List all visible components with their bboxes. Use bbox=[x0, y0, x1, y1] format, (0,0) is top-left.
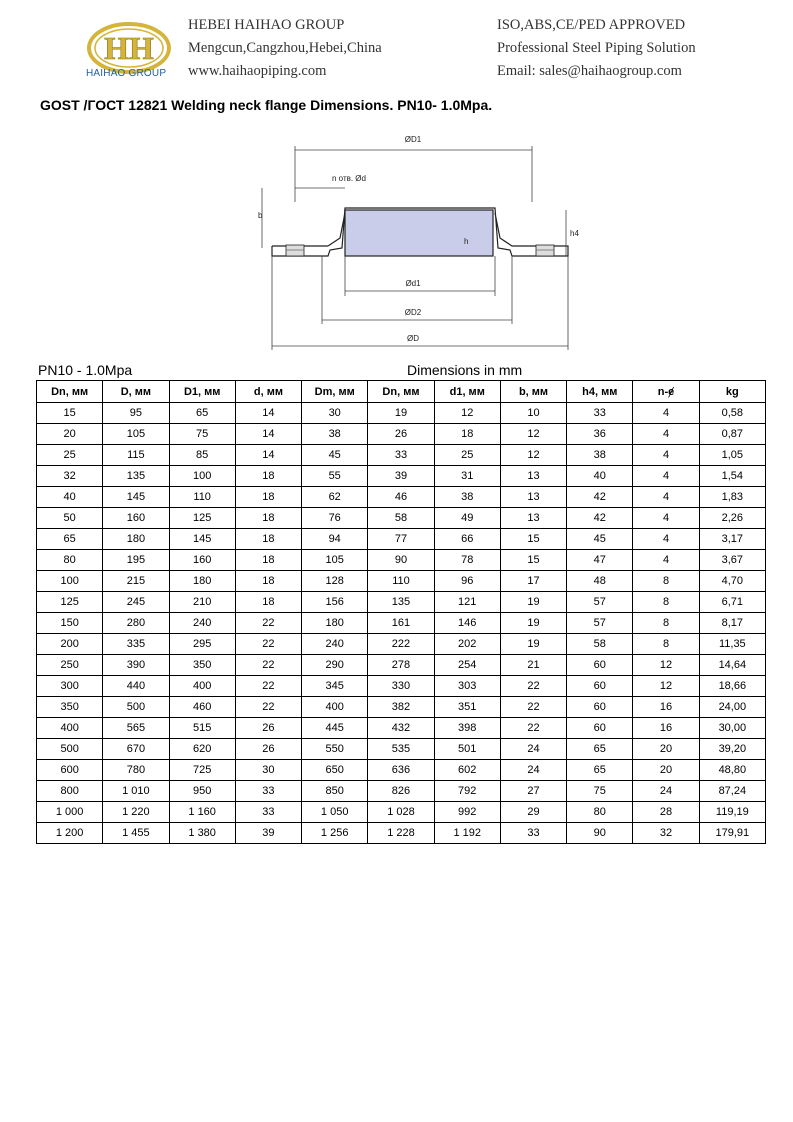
table-cell: 26 bbox=[368, 424, 434, 445]
table-cell: 160 bbox=[103, 508, 169, 529]
table-cell: 780 bbox=[103, 760, 169, 781]
table-cell: 1 028 bbox=[368, 802, 434, 823]
table-cell: 30 bbox=[235, 760, 301, 781]
table-cell: 46 bbox=[368, 487, 434, 508]
table-cell: 4 bbox=[633, 466, 699, 487]
table-row bbox=[37, 781, 766, 802]
table-cell: 42 bbox=[567, 508, 633, 529]
table-cell: 295 bbox=[169, 634, 235, 655]
table-cell: 400 bbox=[302, 697, 368, 718]
col-header: n-ɇ bbox=[633, 381, 699, 403]
table-cell: 14,64 bbox=[699, 655, 765, 676]
table-cell: 135 bbox=[368, 592, 434, 613]
table-cell: 22 bbox=[235, 697, 301, 718]
table-cell: 45 bbox=[302, 445, 368, 466]
table-cell: 1,54 bbox=[699, 466, 765, 487]
table-cell: 48 bbox=[567, 571, 633, 592]
table-cell: 19 bbox=[368, 403, 434, 424]
table-row bbox=[37, 445, 766, 466]
table-cell: 60 bbox=[567, 697, 633, 718]
table-cell: 1 050 bbox=[302, 802, 368, 823]
table-row bbox=[37, 655, 766, 676]
company-info bbox=[188, 14, 382, 83]
table-cell: 345 bbox=[302, 676, 368, 697]
email: Email: sales@haihaogroup.com bbox=[497, 63, 682, 79]
table-cell: 650 bbox=[302, 760, 368, 781]
table-cell: 48,80 bbox=[699, 760, 765, 781]
table-cell: 620 bbox=[169, 739, 235, 760]
table-cell: 14 bbox=[235, 403, 301, 424]
table-cell: 8,17 bbox=[699, 613, 765, 634]
col-header: Dn, мм bbox=[37, 381, 103, 403]
table-cell: 1 220 bbox=[103, 802, 169, 823]
page-header bbox=[0, 0, 793, 90]
col-header: h4, мм bbox=[567, 381, 633, 403]
table-cell: 0,58 bbox=[699, 403, 765, 424]
table-cell: 150 bbox=[37, 613, 103, 634]
table-cell: 13 bbox=[500, 487, 566, 508]
table-cell: 1 256 bbox=[302, 823, 368, 844]
table-cell: 602 bbox=[434, 760, 500, 781]
label-holes: n отв. Ød bbox=[332, 174, 366, 183]
table-cell: 2,26 bbox=[699, 508, 765, 529]
table-cell: 25 bbox=[37, 445, 103, 466]
table-cell: 22 bbox=[235, 676, 301, 697]
table-cell: 850 bbox=[302, 781, 368, 802]
units-label: Dimensions in mm bbox=[407, 362, 523, 378]
table-cell: 535 bbox=[368, 739, 434, 760]
table-cell: 180 bbox=[103, 529, 169, 550]
table-cell: 432 bbox=[368, 718, 434, 739]
table-cell: 40 bbox=[37, 487, 103, 508]
table-cell: 60 bbox=[567, 718, 633, 739]
table-cell: 26 bbox=[235, 718, 301, 739]
table-cell: 350 bbox=[37, 697, 103, 718]
table-cell: 25 bbox=[434, 445, 500, 466]
company-certs bbox=[497, 14, 696, 83]
table-cell: 22 bbox=[500, 718, 566, 739]
table-cell: 33 bbox=[500, 823, 566, 844]
table-cell: 3,17 bbox=[699, 529, 765, 550]
table-cell: 39 bbox=[235, 823, 301, 844]
pressure-label: PN10 - 1.0Mpa bbox=[38, 362, 133, 378]
col-header: D1, мм bbox=[169, 381, 235, 403]
table-cell: 1 455 bbox=[103, 823, 169, 844]
table-cell: 65 bbox=[37, 529, 103, 550]
table-cell: 119,19 bbox=[699, 802, 765, 823]
table-cell: 1 010 bbox=[103, 781, 169, 802]
table-cell: 75 bbox=[567, 781, 633, 802]
label-h: h bbox=[464, 237, 469, 246]
table-cell: 33 bbox=[368, 445, 434, 466]
table-cell: 290 bbox=[302, 655, 368, 676]
table-cell: 0,87 bbox=[699, 424, 765, 445]
table-cell: 11,35 bbox=[699, 634, 765, 655]
table-cell: 670 bbox=[103, 739, 169, 760]
table-cell: 31 bbox=[434, 466, 500, 487]
approvals: ISO,ABS,CE/PED APPROVED bbox=[497, 17, 686, 33]
table-cell: 38 bbox=[434, 487, 500, 508]
table-cell: 210 bbox=[169, 592, 235, 613]
table-header-row bbox=[37, 381, 766, 403]
table-cell: 398 bbox=[434, 718, 500, 739]
table-cell: 24,00 bbox=[699, 697, 765, 718]
table-cell: 18 bbox=[235, 550, 301, 571]
table-cell: 22 bbox=[235, 655, 301, 676]
table-cell: 110 bbox=[368, 571, 434, 592]
table-cell: 87,24 bbox=[699, 781, 765, 802]
dimensions-table bbox=[36, 380, 766, 844]
table-cell: 636 bbox=[368, 760, 434, 781]
table-cell: 18 bbox=[235, 466, 301, 487]
table-cell: 156 bbox=[302, 592, 368, 613]
table-cell: 950 bbox=[169, 781, 235, 802]
table-cell: 8 bbox=[633, 571, 699, 592]
table-cell: 240 bbox=[169, 613, 235, 634]
table-cell: 500 bbox=[103, 697, 169, 718]
table-cell: 95 bbox=[103, 403, 169, 424]
table-row bbox=[37, 487, 766, 508]
table-row bbox=[37, 613, 766, 634]
table-cell: 12 bbox=[500, 445, 566, 466]
table-cell: 15 bbox=[500, 550, 566, 571]
table-row bbox=[37, 571, 766, 592]
table-cell: 15 bbox=[500, 529, 566, 550]
table-cell: 8 bbox=[633, 592, 699, 613]
table-row bbox=[37, 508, 766, 529]
table-cell: 42 bbox=[567, 487, 633, 508]
table-cell: 3,67 bbox=[699, 550, 765, 571]
table-cell: 24 bbox=[633, 781, 699, 802]
table-cell: 826 bbox=[368, 781, 434, 802]
table-cell: 115 bbox=[103, 445, 169, 466]
table-cell: 36 bbox=[567, 424, 633, 445]
col-header: Dm, мм bbox=[302, 381, 368, 403]
table-cell: 161 bbox=[368, 613, 434, 634]
table-cell: 600 bbox=[37, 760, 103, 781]
table-cell: 382 bbox=[368, 697, 434, 718]
table-cell: 278 bbox=[368, 655, 434, 676]
table-cell: 20 bbox=[633, 739, 699, 760]
table-cell: 565 bbox=[103, 718, 169, 739]
table-cell: 18 bbox=[235, 529, 301, 550]
table-cell: 800 bbox=[37, 781, 103, 802]
table-cell: 145 bbox=[169, 529, 235, 550]
col-header: d, мм bbox=[235, 381, 301, 403]
col-header: b, мм bbox=[500, 381, 566, 403]
table-cell: 66 bbox=[434, 529, 500, 550]
table-cell: 24 bbox=[500, 739, 566, 760]
col-header: kg bbox=[699, 381, 765, 403]
table-cell: 4 bbox=[633, 445, 699, 466]
table-cell: 57 bbox=[567, 592, 633, 613]
label-b: b bbox=[258, 211, 263, 220]
table-cell: 135 bbox=[103, 466, 169, 487]
table-cell: 351 bbox=[434, 697, 500, 718]
table-cell: 85 bbox=[169, 445, 235, 466]
table-cell: 330 bbox=[368, 676, 434, 697]
table-cell: 33 bbox=[567, 403, 633, 424]
table-cell: 300 bbox=[37, 676, 103, 697]
table-row bbox=[37, 550, 766, 571]
table-cell: 440 bbox=[103, 676, 169, 697]
table-cell: 10 bbox=[500, 403, 566, 424]
table-row bbox=[37, 592, 766, 613]
label-d1-bore: Ød1 bbox=[405, 279, 421, 288]
table-cell: 65 bbox=[567, 760, 633, 781]
col-header: D, мм bbox=[103, 381, 169, 403]
table-cell: 33 bbox=[235, 781, 301, 802]
table-row bbox=[37, 676, 766, 697]
table-cell: 14 bbox=[235, 445, 301, 466]
table-cell: 4 bbox=[633, 508, 699, 529]
table-cell: 77 bbox=[368, 529, 434, 550]
table-cell: 1 200 bbox=[37, 823, 103, 844]
table-cell: 65 bbox=[169, 403, 235, 424]
table-cell: 21 bbox=[500, 655, 566, 676]
table-cell: 128 bbox=[302, 571, 368, 592]
logo-letters: HH bbox=[104, 30, 154, 66]
table-row bbox=[37, 718, 766, 739]
table-row bbox=[37, 529, 766, 550]
table-cell: 4 bbox=[633, 424, 699, 445]
label-d1-outer: ØD1 bbox=[404, 135, 422, 144]
table-cell: 12 bbox=[633, 655, 699, 676]
table-cell: 460 bbox=[169, 697, 235, 718]
table-cell: 8 bbox=[633, 613, 699, 634]
table-cell: 18 bbox=[235, 508, 301, 529]
table-cell: 121 bbox=[434, 592, 500, 613]
table-cell: 6,71 bbox=[699, 592, 765, 613]
table-cell: 30,00 bbox=[699, 718, 765, 739]
table-cell: 4 bbox=[633, 550, 699, 571]
table-cell: 222 bbox=[368, 634, 434, 655]
table-cell: 202 bbox=[434, 634, 500, 655]
table-cell: 400 bbox=[37, 718, 103, 739]
table-cell: 350 bbox=[169, 655, 235, 676]
table-cell: 146 bbox=[434, 613, 500, 634]
table-cell: 8 bbox=[633, 634, 699, 655]
table-cell: 400 bbox=[169, 676, 235, 697]
table-cell: 18 bbox=[235, 592, 301, 613]
table-row bbox=[37, 466, 766, 487]
table-cell: 76 bbox=[302, 508, 368, 529]
table-body bbox=[37, 403, 766, 844]
table-cell: 390 bbox=[103, 655, 169, 676]
table-cell: 80 bbox=[37, 550, 103, 571]
table-cell: 335 bbox=[103, 634, 169, 655]
table-cell: 125 bbox=[37, 592, 103, 613]
table-cell: 145 bbox=[103, 487, 169, 508]
label-d2: ØD2 bbox=[404, 308, 422, 317]
slogan: Professional Steel Piping Solution bbox=[497, 40, 696, 56]
table-cell: 19 bbox=[500, 613, 566, 634]
table-cell: 20 bbox=[37, 424, 103, 445]
table-cell: 445 bbox=[302, 718, 368, 739]
table-cell: 19 bbox=[500, 634, 566, 655]
table-cell: 55 bbox=[302, 466, 368, 487]
table-cell: 39 bbox=[368, 466, 434, 487]
table-cell: 725 bbox=[169, 760, 235, 781]
company-address: Mengcun,Cangzhou,Hebei,China bbox=[188, 40, 382, 56]
table-cell: 78 bbox=[434, 550, 500, 571]
table-cell: 29 bbox=[500, 802, 566, 823]
table-cell: 1 228 bbox=[368, 823, 434, 844]
table-cell: 12 bbox=[434, 403, 500, 424]
company-name: HEBEI HAIHAO GROUP bbox=[188, 17, 345, 33]
table-cell: 24 bbox=[500, 760, 566, 781]
table-cell: 57 bbox=[567, 613, 633, 634]
col-header: Dn, мм bbox=[368, 381, 434, 403]
table-cell: 58 bbox=[368, 508, 434, 529]
table-cell: 4 bbox=[633, 529, 699, 550]
table-cell: 245 bbox=[103, 592, 169, 613]
table-cell: 254 bbox=[434, 655, 500, 676]
table-cell: 240 bbox=[302, 634, 368, 655]
table-cell: 49 bbox=[434, 508, 500, 529]
table-row bbox=[37, 760, 766, 781]
table-cell: 105 bbox=[103, 424, 169, 445]
table-cell: 90 bbox=[567, 823, 633, 844]
table-cell: 22 bbox=[235, 613, 301, 634]
table-cell: 45 bbox=[567, 529, 633, 550]
table-cell: 16 bbox=[633, 718, 699, 739]
table-cell: 22 bbox=[500, 676, 566, 697]
table-cell: 18 bbox=[235, 571, 301, 592]
table-cell: 303 bbox=[434, 676, 500, 697]
table-cell: 125 bbox=[169, 508, 235, 529]
table-cell: 15 bbox=[37, 403, 103, 424]
table-cell: 62 bbox=[302, 487, 368, 508]
table-cell: 20 bbox=[633, 760, 699, 781]
table-cell: 96 bbox=[434, 571, 500, 592]
table-cell: 58 bbox=[567, 634, 633, 655]
table-cell: 250 bbox=[37, 655, 103, 676]
table-cell: 12 bbox=[633, 676, 699, 697]
table-cell: 4 bbox=[633, 487, 699, 508]
table-cell: 47 bbox=[567, 550, 633, 571]
table-cell: 110 bbox=[169, 487, 235, 508]
table-cell: 1 192 bbox=[434, 823, 500, 844]
table-cell: 280 bbox=[103, 613, 169, 634]
table-cell: 28 bbox=[633, 802, 699, 823]
table-cell: 13 bbox=[500, 466, 566, 487]
table-cell: 14 bbox=[235, 424, 301, 445]
table-cell: 1,83 bbox=[699, 487, 765, 508]
table-cell: 38 bbox=[302, 424, 368, 445]
table-row bbox=[37, 403, 766, 424]
table-cell: 80 bbox=[567, 802, 633, 823]
table-cell: 100 bbox=[169, 466, 235, 487]
table-cell: 1 160 bbox=[169, 802, 235, 823]
table-cell: 18 bbox=[434, 424, 500, 445]
table-cell: 22 bbox=[500, 697, 566, 718]
table-cell: 215 bbox=[103, 571, 169, 592]
table-cell: 17 bbox=[500, 571, 566, 592]
table-cell: 160 bbox=[169, 550, 235, 571]
table-cell: 1 380 bbox=[169, 823, 235, 844]
company-website: www.haihaopiping.com bbox=[188, 63, 327, 79]
table-cell: 32 bbox=[633, 823, 699, 844]
table-cell: 195 bbox=[103, 550, 169, 571]
table-cell: 4 bbox=[633, 403, 699, 424]
table-cell: 501 bbox=[434, 739, 500, 760]
table-cell: 40 bbox=[567, 466, 633, 487]
table-cell: 4,70 bbox=[699, 571, 765, 592]
table-cell: 94 bbox=[302, 529, 368, 550]
table-row bbox=[37, 823, 766, 844]
table-cell: 27 bbox=[500, 781, 566, 802]
table-cell: 1 000 bbox=[37, 802, 103, 823]
table-cell: 33 bbox=[235, 802, 301, 823]
table-cell: 180 bbox=[302, 613, 368, 634]
table-row bbox=[37, 697, 766, 718]
table-cell: 992 bbox=[434, 802, 500, 823]
table-cell: 65 bbox=[567, 739, 633, 760]
table-row bbox=[37, 634, 766, 655]
flange-drawing bbox=[250, 118, 580, 354]
table-cell: 13 bbox=[500, 508, 566, 529]
table-cell: 12 bbox=[500, 424, 566, 445]
table-cell: 26 bbox=[235, 739, 301, 760]
table-cell: 550 bbox=[302, 739, 368, 760]
table-cell: 792 bbox=[434, 781, 500, 802]
table-cell: 16 bbox=[633, 697, 699, 718]
table-cell: 500 bbox=[37, 739, 103, 760]
bore-section bbox=[345, 210, 493, 256]
table-cell: 179,91 bbox=[699, 823, 765, 844]
table-cell: 50 bbox=[37, 508, 103, 529]
table-cell: 200 bbox=[37, 634, 103, 655]
table-cell: 18 bbox=[235, 487, 301, 508]
label-h4: h4 bbox=[570, 229, 579, 238]
table-cell: 75 bbox=[169, 424, 235, 445]
table-cell: 32 bbox=[37, 466, 103, 487]
table-cell: 30 bbox=[302, 403, 368, 424]
page-title: GOST /ГОСТ 12821 Welding neck flange Dimensions. PN10- 1.0Mpa. bbox=[40, 97, 493, 113]
table-cell: 515 bbox=[169, 718, 235, 739]
table-row bbox=[37, 739, 766, 760]
table-cell: 100 bbox=[37, 571, 103, 592]
table-row bbox=[37, 424, 766, 445]
label-d-outer: ØD bbox=[407, 334, 419, 343]
table-cell: 1,05 bbox=[699, 445, 765, 466]
table-cell: 180 bbox=[169, 571, 235, 592]
table-row bbox=[37, 802, 766, 823]
table-cell: 90 bbox=[368, 550, 434, 571]
table-cell: 39,20 bbox=[699, 739, 765, 760]
col-header: d1, мм bbox=[434, 381, 500, 403]
table-cell: 19 bbox=[500, 592, 566, 613]
table-cell: 22 bbox=[235, 634, 301, 655]
table-cell: 105 bbox=[302, 550, 368, 571]
table-cell: 60 bbox=[567, 655, 633, 676]
logo-caption: HAIHAO GROUP bbox=[86, 68, 167, 79]
table-cell: 38 bbox=[567, 445, 633, 466]
table-cell: 60 bbox=[567, 676, 633, 697]
table-cell: 18,66 bbox=[699, 676, 765, 697]
